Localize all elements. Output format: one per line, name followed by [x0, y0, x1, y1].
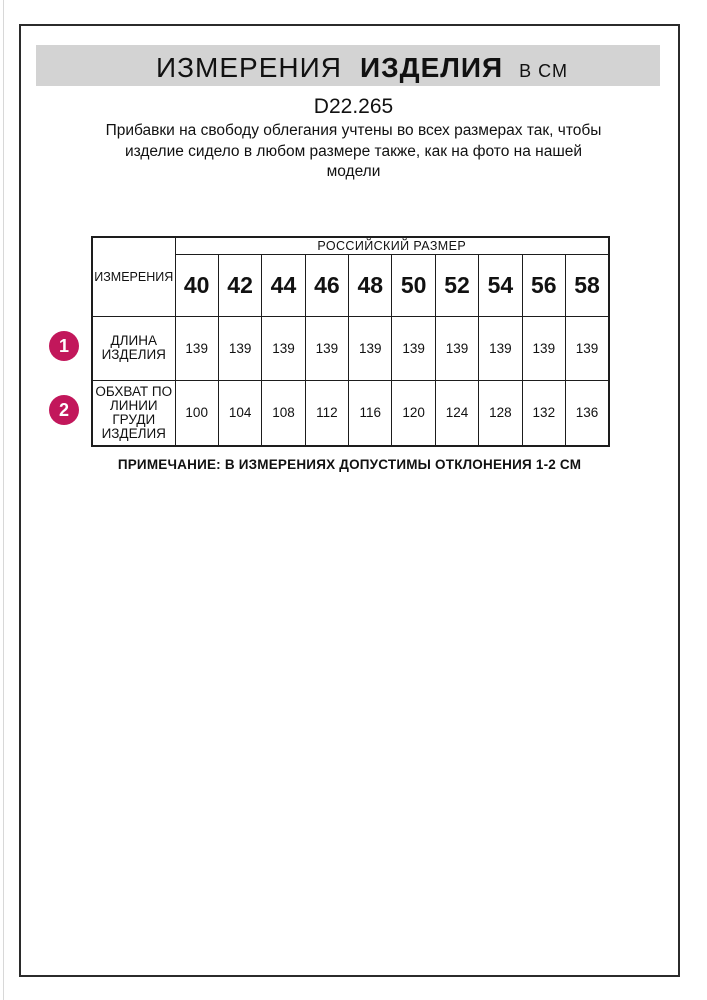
- row-label-line: ИЗДЕЛИЯ: [101, 347, 166, 362]
- page-title-emphasis: ИЗДЕЛИЯ: [359, 52, 504, 83]
- length-value: 139: [349, 316, 392, 380]
- note-text: ПРИМЕЧАНИЕ: В ИЗМЕРЕНИЯХ ДОПУСТИМЫ ОТКЛОНЕНИЯ 1-2 СМ: [117, 457, 582, 472]
- chest-value: 136: [566, 380, 609, 446]
- row-label-line: ОБХВАТ ПО: [95, 383, 173, 399]
- chest-value: 128: [479, 380, 522, 446]
- chest-value: 124: [435, 380, 478, 446]
- table-group-header-row: [92, 237, 609, 254]
- size-header: 46: [305, 254, 348, 316]
- model-code: D22.265: [313, 95, 394, 118]
- length-value: 139: [566, 316, 609, 380]
- row-label-line: ЛИНИИ: [109, 397, 158, 413]
- size-header: 58: [566, 254, 609, 316]
- size-header: 56: [522, 254, 565, 316]
- row-label-line: ИЗДЕЛИЯ: [101, 425, 166, 441]
- row-label-chest: [92, 380, 175, 446]
- size-header: 54: [479, 254, 522, 316]
- marker-2-badge: [49, 395, 79, 425]
- row-label-line: ГРУДИ: [112, 411, 156, 427]
- length-value: 139: [479, 316, 522, 380]
- chest-value: 104: [218, 380, 261, 446]
- page-title: ИЗМЕРЕНИЯ: [156, 52, 342, 83]
- chest-value: 100: [175, 380, 218, 446]
- length-value: 139: [305, 316, 348, 380]
- table-row-length: [92, 316, 609, 380]
- length-value: 139: [522, 316, 565, 380]
- row-label-length: [92, 316, 175, 380]
- size-header: 44: [262, 254, 305, 316]
- length-value: 139: [262, 316, 305, 380]
- marker-2-number: 2: [58, 399, 69, 420]
- size-header: 52: [435, 254, 478, 316]
- chest-value: 132: [522, 380, 565, 446]
- marker-1-badge: [49, 331, 79, 361]
- chest-value: 116: [349, 380, 392, 446]
- size-header: 48: [349, 254, 392, 316]
- title-bar: [36, 45, 660, 86]
- size-header: 40: [175, 254, 218, 316]
- description-paragraph: [0, 121, 707, 183]
- size-header: 42: [218, 254, 261, 316]
- table-row-chest: [92, 380, 609, 446]
- length-value: 139: [175, 316, 218, 380]
- russian-size-group-header: РОССИЙСКИЙ РАЗМЕР: [175, 237, 609, 254]
- measurements-column-header: ИЗМЕРЕНИЯ: [92, 237, 175, 316]
- size-header: 50: [392, 254, 435, 316]
- length-value: 139: [392, 316, 435, 380]
- description-line: изделие сидело в любом размере также, как на фото на нашей: [124, 142, 583, 160]
- description-line: модели: [326, 163, 381, 180]
- chest-value: 120: [392, 380, 435, 446]
- chest-value: 108: [262, 380, 305, 446]
- row-label-line: ДЛИНА: [110, 333, 157, 348]
- page-title-unit: В СМ: [519, 61, 568, 81]
- description-line: Прибавки на свободу облегания учтены во всех размерах так, чтобы: [105, 122, 602, 139]
- length-value: 139: [435, 316, 478, 380]
- length-value: 139: [218, 316, 261, 380]
- chest-value: 112: [305, 380, 348, 446]
- size-table: [91, 236, 610, 447]
- marker-1-number: 1: [58, 335, 69, 356]
